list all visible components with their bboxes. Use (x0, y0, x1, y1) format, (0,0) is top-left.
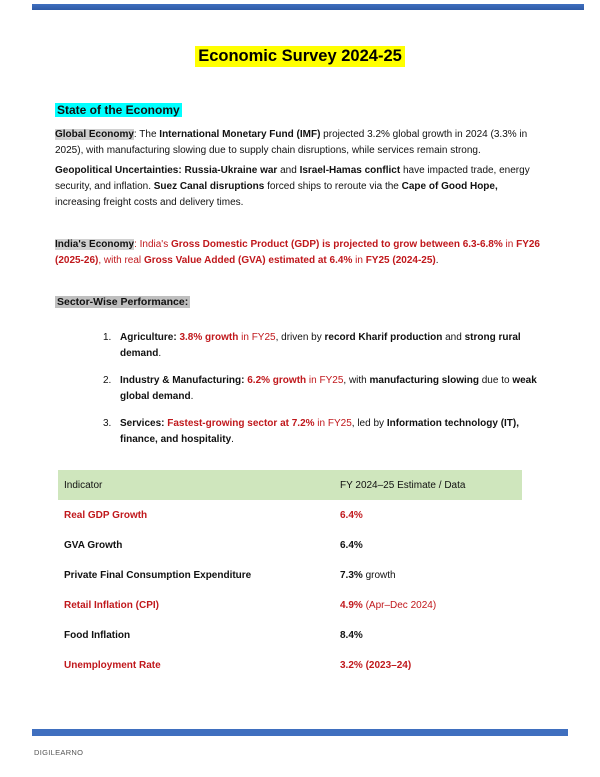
value-text: 6.4% (340, 509, 363, 521)
bottom-accent-bar (32, 729, 568, 736)
text-bold: International Monetary Fund (IMF) (159, 129, 321, 140)
table-cell-indicator: Real GDP Growth (64, 509, 148, 521)
text-bold: Israel-Hamas conflict (299, 165, 401, 176)
text-red-bold: Gross Domestic Product (GDP) is projected to grow between 6.3-6.8% (171, 239, 503, 250)
text: . (190, 391, 194, 402)
sector-item-services (103, 416, 550, 448)
text-bold: Information technology (IT), finance, and hospitality (120, 418, 520, 445)
text: have impacted trade, energy security, and inflation. (55, 165, 530, 192)
section-heading-sectors: Sector-Wise Performance: (57, 296, 189, 308)
text-red: : India's (134, 239, 171, 250)
text-bold: weak global demand (120, 375, 537, 402)
text: . (231, 434, 234, 445)
table-cell-value (334, 650, 522, 680)
sector-label: Industry & Manufacturing: (120, 375, 248, 386)
value-text: 4.9% (340, 599, 363, 611)
table-cell-indicator: Unemployment Rate (64, 659, 161, 671)
text-bold: strong rural demand (120, 332, 521, 359)
table-cell-value (334, 530, 522, 560)
text-red-bold: FY25 (2024-25) (365, 255, 436, 266)
sector-label: Services: (120, 418, 168, 429)
sector-label: Agriculture: (120, 332, 180, 343)
text-red: in FY25 (314, 418, 352, 429)
text: increasing freight costs and delivery times. (55, 197, 244, 208)
table-row (58, 620, 522, 650)
india-economy-paragraph (55, 237, 545, 269)
text-bold: manufacturing slowing (369, 375, 479, 386)
text-red-bold: FY26 (2025-26) (55, 239, 540, 266)
list-number: 2. (103, 375, 112, 386)
table-cell-indicator: Food Inflation (64, 629, 131, 641)
text-red-bold: 6.2% growth (247, 375, 307, 386)
text-red-bold: 3.8% growth (179, 332, 239, 343)
text: and (277, 165, 300, 176)
table-cell-value (334, 590, 522, 620)
table-cell-value (334, 500, 522, 530)
table-row (58, 650, 522, 680)
text: due to (478, 375, 513, 386)
geopolitical-label: Geopolitical Uncertainties: (55, 165, 185, 176)
text-red: in (502, 239, 517, 250)
sector-item-agriculture (103, 330, 550, 362)
table-cell-indicator: Retail Inflation (CPI) (64, 599, 159, 611)
value-note: (Apr–Dec 2024) (362, 599, 437, 611)
sector-item-industry (103, 373, 550, 405)
text: and (442, 332, 465, 343)
text: , with (343, 375, 370, 386)
text-red: in FY25 (238, 332, 276, 343)
table-header-estimate: FY 2024–25 Estimate / Data (334, 470, 522, 500)
table-cell-value (334, 560, 522, 590)
value-text: 3.2% (2023–24) (340, 659, 412, 671)
table-row (58, 500, 522, 530)
text: projected 3.2% global growth in 2024 (3.3% in 2025), with manufacturing slowing due to supply chain disruptions, while services remain strong. (55, 129, 528, 156)
text: . (158, 348, 162, 359)
table-row (58, 590, 522, 620)
top-accent-bar (32, 4, 584, 10)
title-wrap (0, 46, 600, 67)
table-row (58, 560, 522, 590)
text-red-bold: Gross Value Added (GVA) estimated at 6.4% (143, 255, 353, 266)
value-text: 6.4% (340, 539, 363, 551)
global-economy-label: Global Economy (55, 129, 134, 140)
global-economy-paragraph (55, 127, 545, 159)
text-bold: Cape of Good Hope, (401, 181, 498, 192)
page-title: Economic Survey 2024-25 (195, 46, 405, 67)
value-text: 8.4% (340, 629, 363, 641)
sector-list (103, 330, 550, 459)
text-bold: Russia-Ukraine war (184, 165, 278, 176)
table-cell-indicator: Private Final Consumption Expenditure (64, 569, 252, 581)
table-cell-value (334, 620, 522, 650)
table-header-indicator: Indicator (58, 470, 334, 500)
table-row (58, 530, 522, 560)
text: , driven by (275, 332, 325, 343)
text: forced ships to reroute via the (264, 181, 402, 192)
geopolitical-paragraph (55, 163, 545, 211)
list-number: 3. (103, 418, 112, 429)
text-bold: record Kharif production (324, 332, 443, 343)
text: : The (133, 129, 160, 140)
text-red: in FY25 (306, 375, 344, 386)
value-note: growth (362, 569, 396, 581)
indicator-table (58, 470, 522, 680)
value-text: 7.3% (340, 569, 363, 581)
text-red: in (352, 255, 366, 266)
footer-brand: DIGILEARNO (34, 748, 84, 757)
text-red-bold: Fastest-growing sector at 7.2% (167, 418, 315, 429)
table-cell-indicator: GVA Growth (64, 539, 123, 551)
india-economy-label: India's Economy (55, 239, 135, 250)
text: , led by (351, 418, 387, 429)
section-heading-state: State of the Economy (57, 103, 180, 117)
text-red: , with real (98, 255, 144, 266)
text: . (435, 255, 439, 266)
text-bold: Suez Canal disruptions (153, 181, 265, 192)
list-number: 1. (103, 332, 112, 343)
table-header-row (58, 470, 522, 500)
